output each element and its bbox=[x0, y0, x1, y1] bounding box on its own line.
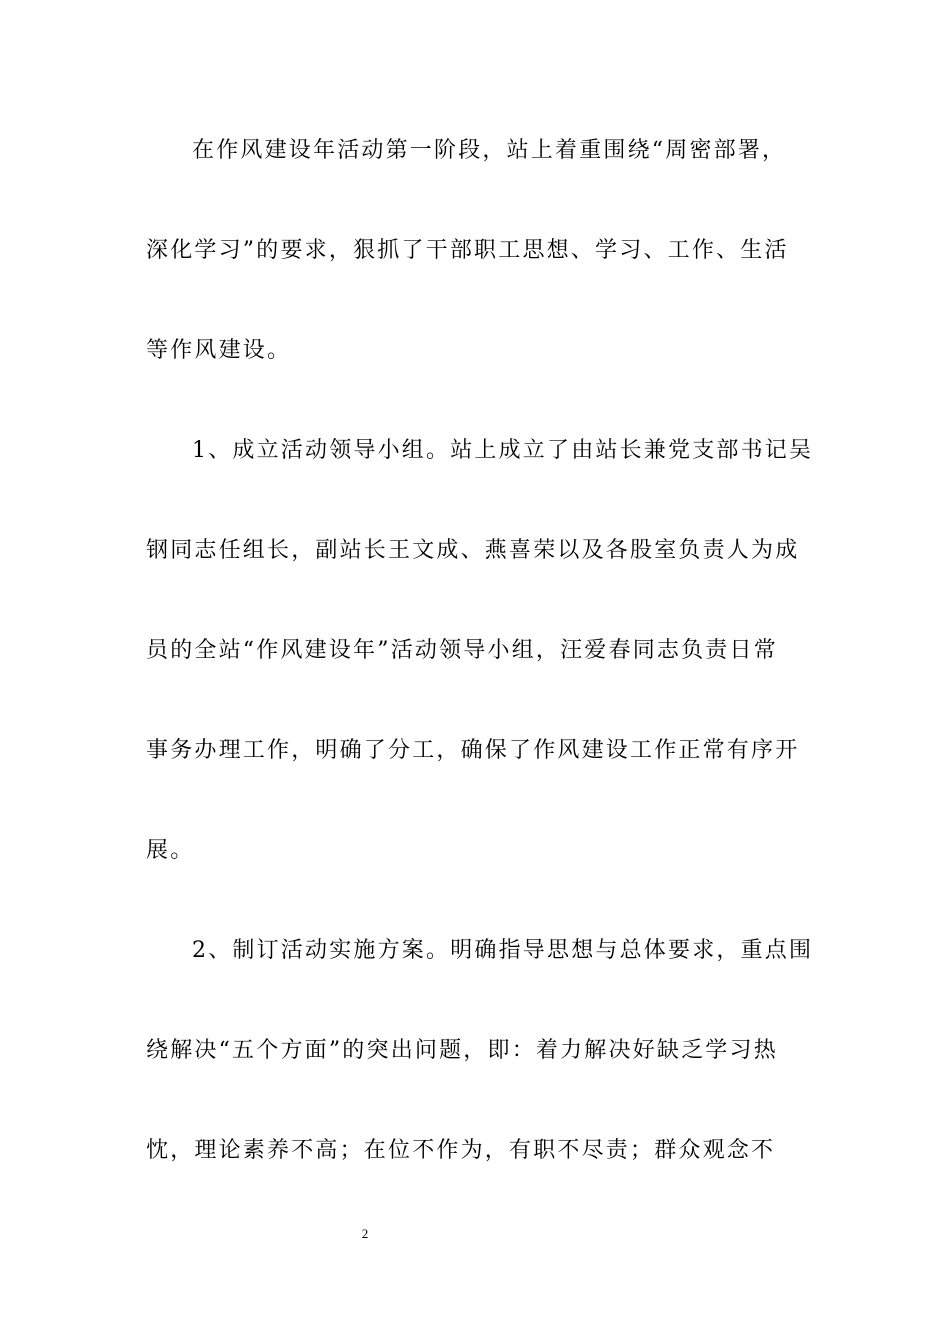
paragraph-1-line-1: 在作风建设年活动第一阶段，站上着重围绕“周密部署， bbox=[192, 138, 787, 163]
paragraph-3-line-1: 2、制订活动实施方案。明确指导思想与总体要求，重点围 bbox=[192, 938, 814, 963]
paragraph-2-line-5: 展。 bbox=[146, 838, 195, 863]
paragraph-3-line-2: 绕解决“五个方面”的突出问题，即：着力解决好缺乏学习热 bbox=[146, 1038, 778, 1063]
paragraph-2-line-1: 1、成立活动领导小组。站上成立了由站长兼党支部书记吴 bbox=[192, 438, 814, 463]
paragraph-3-line-3: 忱，理论素养不高；在位不作为，有职不尽责；群众观念不 bbox=[146, 1138, 776, 1163]
paragraph-1-line-2: 深化学习”的要求，狠抓了干部职工思想、学习、工作、生活 bbox=[146, 238, 789, 263]
paragraph-2-line-3: 员的全站“作风建设年”活动领导小组，汪爱春同志负责日常 bbox=[146, 638, 778, 663]
paragraph-2-line-2: 钢同志任组长，副站长王文成、燕喜荣以及各股室负责人为成 bbox=[146, 538, 800, 563]
paragraph-1-line-3: 等作风建设。 bbox=[146, 338, 292, 363]
page-number: 2 bbox=[361, 1226, 369, 1241]
paragraph-2-line-4: 事务办理工作，明确了分工，确保了作风建设工作正常有序开 bbox=[146, 738, 800, 763]
